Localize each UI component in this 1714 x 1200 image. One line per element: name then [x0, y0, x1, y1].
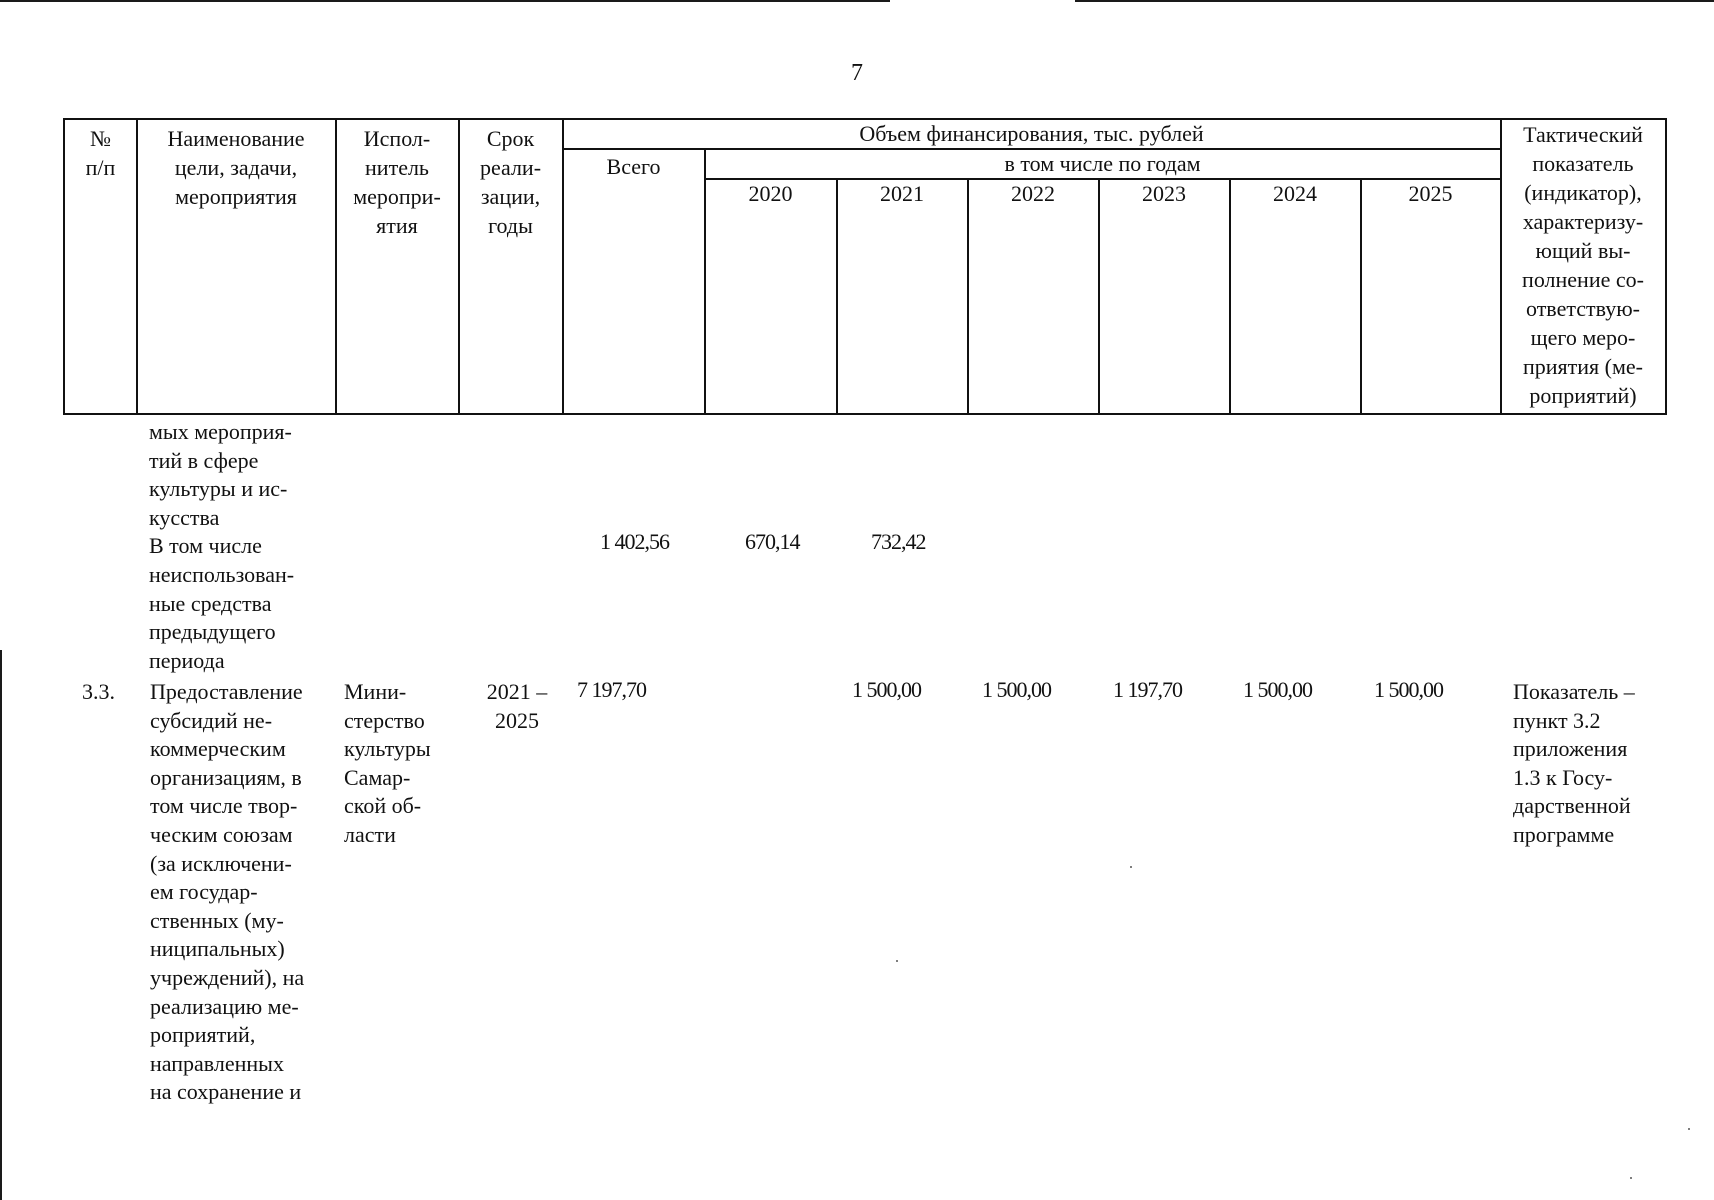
row2-2023: 1 197,70: [1113, 677, 1182, 702]
row2-no: 3.3.: [82, 679, 115, 704]
row1-2021: 732,42: [871, 529, 926, 554]
header-funding-title: Объем финансирования, тыс. рублей: [859, 121, 1204, 146]
scan-border-left: [0, 650, 2, 1200]
header-term: Срок реали- зации, годы: [479, 126, 542, 238]
row2-name: Предоставление субсидий не- коммерческим организациям, в том числе твор- ческим союзам (за исключени- ем государ- ственных (му- ниципальных) учреждений), на реализацию ме- роприятий, направленных на сохранение и: [150, 679, 305, 1105]
row2-2021: 1 500,00: [852, 677, 921, 702]
row2-2024: 1 500,00: [1243, 677, 1312, 702]
scan-speck: [1130, 866, 1132, 868]
scan-speck: [896, 960, 898, 962]
header-indicator: Тактический показатель (индикатор), характеризу- ющий вы- полнение со- ответствую- щего меро- приятия (ме- роприятий): [1522, 122, 1644, 408]
scan-speck: [1630, 1177, 1632, 1179]
scan-border-top-left: [0, 0, 890, 2]
row2-executor: Мини- стерство культуры Самар- ской об- ласти: [344, 679, 431, 847]
header-name: Наименование цели, задачи, мероприятия: [167, 126, 305, 209]
row2-term: 2021 – 2025: [486, 679, 548, 733]
header-year-2021: 2021: [880, 181, 924, 206]
header-total: Всего: [606, 154, 661, 179]
scan-border-top-right: [1075, 0, 1714, 2]
row2-total: 7 197,70: [577, 677, 646, 702]
header-year-2023: 2023: [1142, 181, 1186, 206]
row2-2025: 1 500,00: [1374, 677, 1443, 702]
row1-2020: 670,14: [745, 529, 800, 554]
page-number: 7: [851, 60, 863, 86]
header-by-years: в том числе по годам: [1004, 151, 1201, 176]
row1-total: 1 402,56: [600, 529, 669, 554]
row2-2022: 1 500,00: [982, 677, 1051, 702]
header-no: № п/п: [85, 126, 116, 180]
header-year-2022: 2022: [1011, 181, 1055, 206]
header-year-2025: 2025: [1408, 181, 1453, 206]
row2-indicator: Показатель – пункт 3.2 приложения 1.3 к Госу- дарственной программе: [1513, 679, 1635, 847]
header-year-2020: 2020: [748, 181, 793, 206]
scan-speck: [1688, 1128, 1690, 1130]
header-year-2024: 2024: [1273, 181, 1317, 206]
header-executor: Испол- нитель меропри- ятия: [353, 126, 441, 238]
row1-name-continuation: мых мероприя- тий в сфере культуры и ис- кусства В том числе неиспользован- ные средства предыдущего периода: [149, 419, 295, 673]
